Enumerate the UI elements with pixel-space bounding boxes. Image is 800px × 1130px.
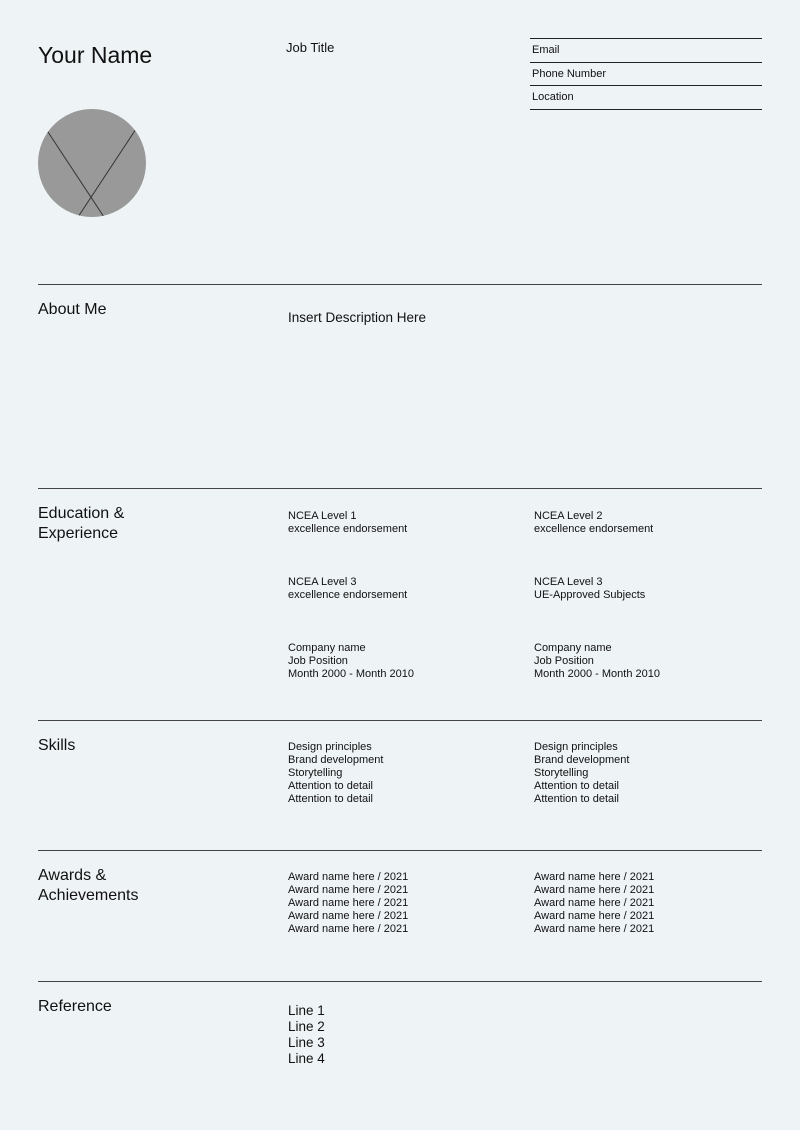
entry-line: NCEA Level 1	[288, 510, 357, 522]
education-heading-line1: Education &	[38, 505, 125, 522]
award-item: Award name here / 2021	[534, 923, 655, 935]
skill-item: Attention to detail	[534, 793, 620, 805]
education-entry	[534, 510, 653, 536]
experience-entry	[534, 642, 660, 681]
award-item: Award name here / 2021	[288, 923, 409, 935]
job-title: Job Title	[286, 40, 335, 55]
divider-about	[38, 284, 762, 285]
awards-heading	[38, 866, 238, 905]
award-item: Award name here / 2021	[534, 897, 655, 909]
photo-circle	[38, 109, 146, 217]
entry-line: excellence endorsement	[288, 523, 408, 535]
skill-item: Design principles	[288, 741, 372, 753]
skills-list	[288, 741, 383, 806]
entry-line: Month 2000 - Month 2010	[288, 668, 414, 680]
awards-heading-line1: Awards &	[38, 867, 107, 884]
skills-heading: Skills	[38, 737, 76, 754]
skill-item: Brand development	[288, 754, 384, 766]
divider-skills	[38, 720, 762, 721]
resume-name: Your Name	[38, 42, 153, 68]
entry-line: NCEA Level 3	[534, 576, 603, 588]
experience-entry	[288, 642, 414, 681]
skill-item: Attention to detail	[534, 780, 620, 792]
entry-line: excellence endorsement	[534, 523, 654, 535]
education-entry	[288, 576, 407, 602]
skills-list	[534, 741, 629, 806]
award-item: Award name here / 2021	[288, 884, 409, 896]
awards-list	[288, 871, 408, 936]
about-heading: About Me	[38, 301, 107, 318]
skill-item: Storytelling	[288, 767, 343, 779]
entry-line: NCEA Level 2	[534, 510, 603, 522]
entry-line: NCEA Level 3	[288, 576, 357, 588]
about-description: Insert Description Here	[288, 310, 427, 325]
award-item: Award name here / 2021	[288, 897, 409, 909]
contact-list	[530, 38, 762, 110]
award-item: Award name here / 2021	[534, 871, 655, 883]
contact-phone: Phone Number	[530, 63, 762, 87]
skill-item: Attention to detail	[288, 793, 374, 805]
reference-lines	[288, 1003, 325, 1067]
skill-item: Brand development	[534, 754, 630, 766]
award-item: Award name here / 2021	[288, 871, 409, 883]
contact-location: Location	[530, 86, 762, 110]
award-item: Award name here / 2021	[288, 910, 409, 922]
skill-item: Attention to detail	[288, 780, 374, 792]
reference-heading: Reference	[38, 998, 112, 1015]
entry-line: Company name	[288, 642, 366, 654]
profile-photo-placeholder	[38, 109, 146, 217]
divider-reference	[38, 981, 762, 982]
reference-line: Line 4	[288, 1051, 325, 1066]
entry-line: excellence endorsement	[288, 589, 408, 601]
awards-heading-line2: Achievements	[38, 886, 139, 904]
education-heading-line2: Experience	[38, 524, 119, 542]
education-entry	[534, 576, 645, 602]
reference-line: Line 3	[288, 1035, 325, 1050]
award-item: Award name here / 2021	[534, 884, 655, 896]
divider-education	[38, 488, 762, 489]
education-entry	[288, 510, 407, 536]
reference-line: Line 1	[288, 1003, 325, 1018]
entry-line: Company name	[534, 642, 612, 654]
reference-line: Line 2	[288, 1019, 325, 1034]
skill-item: Storytelling	[534, 767, 589, 779]
award-item: Award name here / 2021	[534, 910, 655, 922]
entry-line: Month 2000 - Month 2010	[534, 668, 660, 680]
entry-line: UE-Approved Subjects	[534, 589, 646, 601]
awards-list	[534, 871, 654, 936]
education-heading	[38, 504, 238, 543]
divider-awards	[38, 850, 762, 851]
entry-line: Job Position	[288, 655, 348, 667]
entry-line: Job Position	[534, 655, 594, 667]
skill-item: Design principles	[534, 741, 618, 753]
contact-email: Email	[530, 39, 762, 63]
